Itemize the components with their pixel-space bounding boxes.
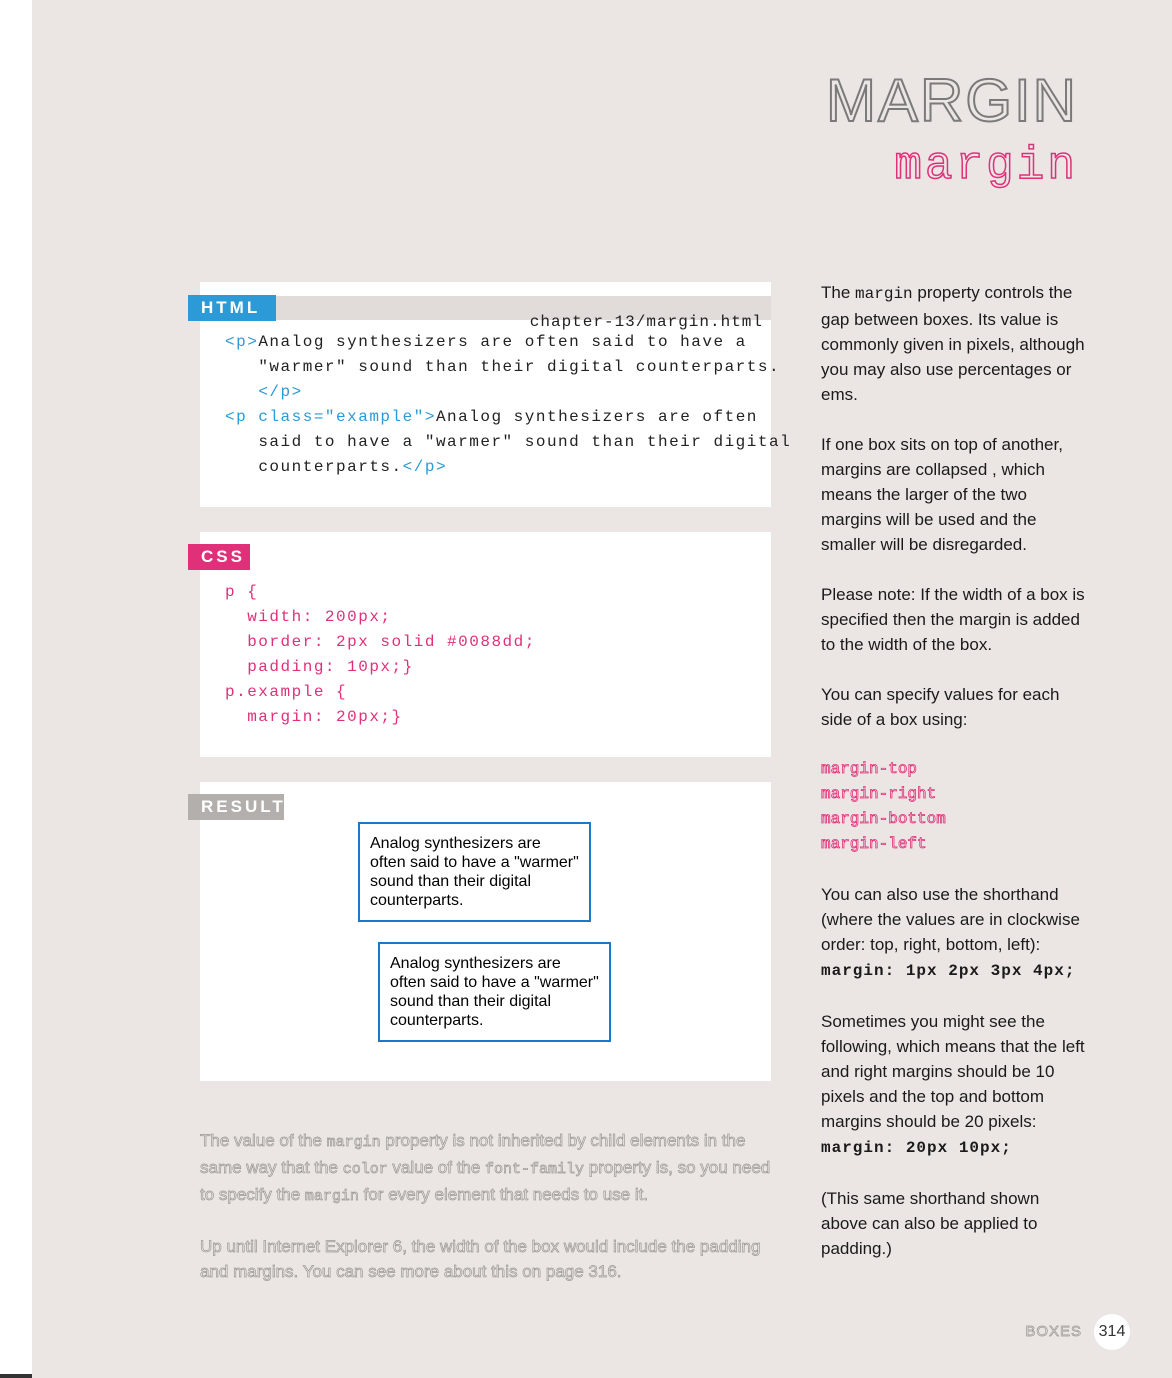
shorthand-code: margin: 20px 10px; [821,1139,1012,1157]
sidebar-text-run: You can also use the shorthand (where the values are in clockwise order: top, right, bottom, left): [821,885,1080,954]
css-code-block [225,580,536,730]
sidebar-paragraph: If one box sits on top of another, margins are collapsed , which means the larger of the two margins will be used and the smaller will be disregarded. [821,435,1063,554]
note-code: color [342,1161,388,1178]
code-line: padding: 10px;} [225,658,414,676]
code-text: Analog synthesizers are often [435,408,758,426]
code-line: border: 2px solid #0088dd; [225,633,536,651]
section-label: BOXES [1025,1323,1082,1340]
property-item: margin-bottom [821,810,946,828]
shorthand-code: margin: 1px 2px 3px 4px; [821,962,1076,980]
note-text: value of the [387,1158,486,1177]
code-text: "warmer" sound than their digital counterparts. [258,358,781,376]
html-tag-label: HTML [188,295,276,321]
page-number-badge: 314 [1094,1314,1130,1350]
sidebar-paragraph [821,1009,1086,1161]
html-code-block [225,330,791,480]
note-code: margin [326,1134,381,1151]
margin-properties-list [821,757,1086,857]
notes-section [200,1128,775,1309]
result-panel [200,782,771,1081]
note-paragraph: Up until Internet Explorer 6, the width of the box would include the padding and margins. You can see more about this on page 316. [200,1237,761,1281]
sidebar-paragraph: Please note: If the width of a box is specified then the margin is added to the width of the box. [821,585,1085,654]
code-text: said to have a "warmer" sound than their digital [258,433,792,451]
code-text: Analog synthesizers are often said to have a [258,333,747,351]
code-line: width: 200px; [225,608,392,626]
code-line: p { [225,583,259,601]
inline-code: margin [855,285,913,303]
sidebar-paragraph [821,280,1086,407]
code-line: margin: 20px;} [225,708,403,726]
css-tag-label: CSS [188,544,250,570]
sidebar-text-run: Sometimes you might see the following, which means that the left and right margins should be 10 pixels and the top and bottom margins should be 20 pixels: [821,1012,1085,1131]
sidebar-text-run: property controls the gap between boxes. Its value is commonly given in pixels, although you may also use percentages or ems. [821,283,1085,404]
property-item: margin-left [821,835,927,853]
sidebar-paragraph: You can specify values for each side of a box using: [821,685,1060,729]
code-filename: chapter-13/margin.html [529,313,763,331]
html-panel-bar [200,296,771,331]
page-edge-line [0,1374,32,1378]
sidebar-paragraph: (This same shorthand shown above can also be applied to padding.) [821,1189,1040,1258]
sidebar-paragraph [821,882,1086,984]
code-token: </p> [258,383,303,401]
code-line: p.example { [225,683,348,701]
note-code: margin [304,1188,359,1205]
property-item: margin-right [821,785,937,803]
note-text: property is not inherited by child elements in the same way that the [200,1131,746,1177]
code-token: > [424,408,436,426]
note-text: for every element that needs to use it. [358,1185,649,1204]
code-token: <p class= [225,408,325,426]
code-token: "example" [324,408,425,426]
code-token: </p> [402,458,448,476]
sidebar-text [821,280,1086,1286]
sidebar-text-run: The [821,283,856,302]
result-tag-label: RESULT [188,794,284,820]
page-subtitle: margin [894,140,1078,192]
demo-paragraph-box: Analog synthesizers are often said to have a "warmer" sound than their digital counterparts. [358,822,591,922]
property-item: margin-top [821,760,918,778]
code-token: <p> [225,333,259,351]
note-text: property is, so you need to specify the [200,1158,771,1204]
html-code-panel [200,282,792,507]
demo-paragraph-box-with-margin: Analog synthesizers are often said to have a "warmer" sound than their digital counterparts. [378,942,611,1042]
note-code: font-family [485,1161,585,1178]
note-paragraph [200,1128,775,1209]
page-title: MARGIN [826,67,1078,134]
css-code-panel [200,532,771,757]
code-text: counterparts. [258,458,403,476]
note-text: The value of the [200,1131,327,1150]
